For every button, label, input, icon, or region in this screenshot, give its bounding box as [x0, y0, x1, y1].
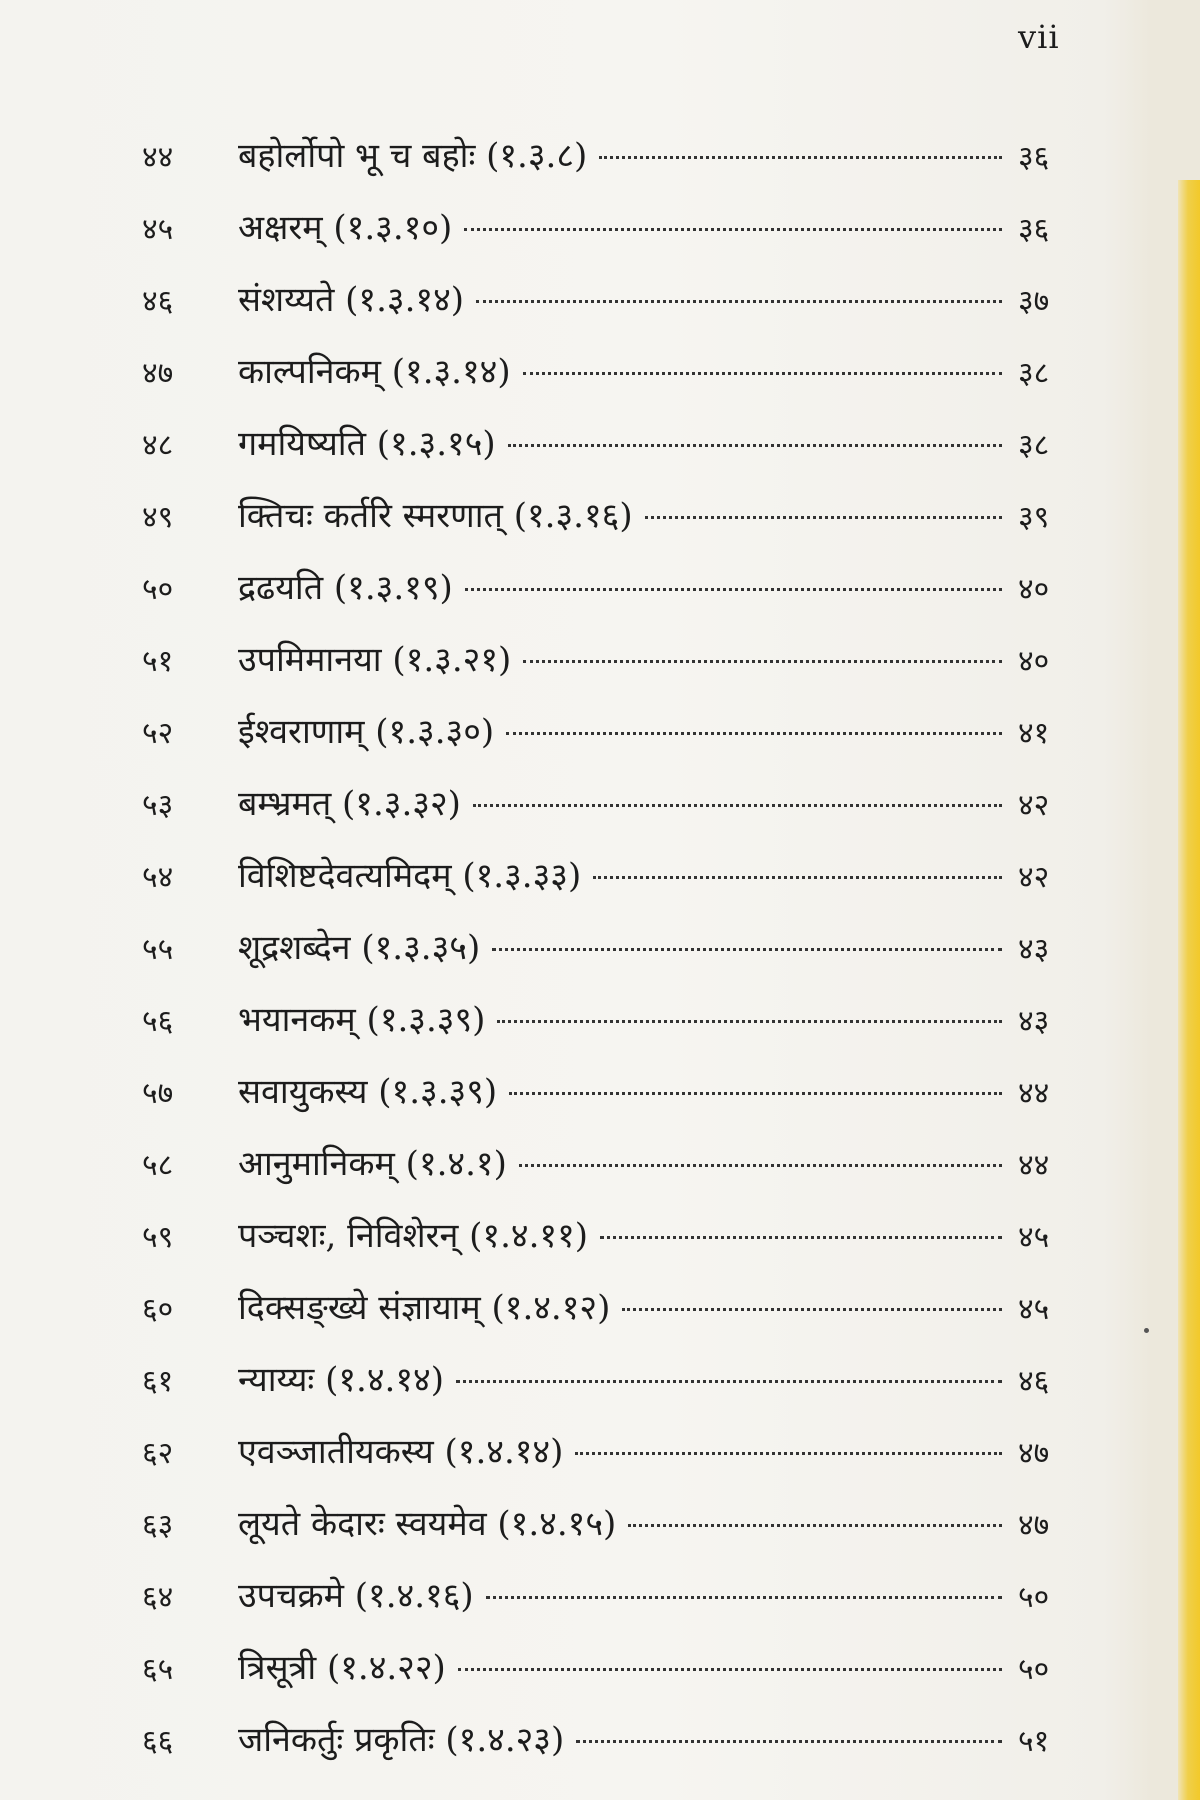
entry-number: ५० [142, 572, 174, 607]
entry-title: एवञ्जातीयकस्य (१.४.१४) [238, 1432, 564, 1472]
entry-number: ५३ [142, 788, 174, 823]
entry-title: विशिष्टदेवत्यमिदम् (१.३.३३) [238, 856, 582, 896]
dot-leader [575, 1452, 1002, 1455]
toc-entry[interactable] [142, 1560, 1082, 1632]
entry-number: ४९ [142, 500, 174, 535]
entry-page-number: ४० [1018, 572, 1050, 607]
dot-leader [519, 1164, 1002, 1167]
entry-number: ६४ [142, 1580, 174, 1615]
dot-leader [600, 1236, 1002, 1239]
entry-page-number: ३९ [1018, 500, 1050, 535]
dot-leader [628, 1524, 1002, 1527]
entry-title: भयानकम् (१.३.३९) [238, 1000, 486, 1040]
toc-entry[interactable] [142, 1632, 1082, 1704]
entry-number: ५५ [142, 932, 174, 967]
dot-leader [456, 1380, 1002, 1383]
toc-entry[interactable] [142, 1056, 1082, 1128]
dot-leader [622, 1308, 1002, 1311]
entry-title: दिक्सङ्ख्ये संज्ञायाम् (१.४.१२) [238, 1288, 611, 1328]
entry-number: ६१ [142, 1364, 174, 1399]
dot-leader [486, 1596, 1002, 1599]
toc-entry[interactable] [142, 840, 1082, 912]
roman-page-number: vii [1018, 18, 1060, 56]
entry-number: ६५ [142, 1652, 174, 1687]
entry-title: सवायुकस्य (१.३.३९) [238, 1072, 498, 1112]
dot-leader [599, 156, 1002, 159]
entry-page-number: ४७ [1018, 1508, 1050, 1543]
entry-title: उपमिमानया (१.३.२१) [238, 640, 512, 680]
entry-title: उपचक्रमे (१.४.१६) [238, 1576, 474, 1616]
toc-entry[interactable] [142, 1704, 1082, 1776]
entry-page-number: ४२ [1018, 860, 1050, 895]
entry-number: ५४ [142, 860, 174, 895]
entry-number: ४७ [142, 356, 174, 391]
entry-number: ५९ [142, 1220, 174, 1255]
entry-page-number: ४७ [1018, 1436, 1050, 1471]
toc-entry[interactable] [142, 1200, 1082, 1272]
entry-title: क्तिचः कर्तरि स्मरणात् (१.३.१६) [238, 496, 633, 536]
entry-page-number: ५० [1018, 1652, 1050, 1687]
entry-number: ५१ [142, 644, 174, 679]
entry-number: ६३ [142, 1508, 174, 1543]
entry-number: ६६ [142, 1724, 174, 1759]
entry-title: लूयते केदारः स्वयमेव (१.४.१५) [238, 1504, 617, 1544]
toc-entry[interactable] [142, 480, 1082, 552]
entry-title: ईश्वराणाम् (१.३.३०) [238, 712, 495, 752]
entry-page-number: ४३ [1018, 932, 1050, 967]
dot-leader [645, 516, 1002, 519]
entry-title: शूद्रशब्देन (१.३.३५) [238, 928, 481, 968]
dot-leader [523, 372, 1002, 375]
entry-page-number: ३६ [1018, 212, 1050, 247]
entry-title: बम्भ्रमत् (१.३.३२) [238, 784, 461, 824]
toc-entry[interactable] [142, 336, 1082, 408]
entry-title: गमयिष्यति (१.३.१५) [238, 424, 496, 464]
toc-entry[interactable] [142, 768, 1082, 840]
dot-leader [506, 732, 1002, 735]
toc-entry[interactable] [142, 1272, 1082, 1344]
entry-page-number: ४५ [1018, 1292, 1050, 1327]
entry-page-number: ३८ [1018, 428, 1050, 463]
entry-number: ४८ [142, 428, 174, 463]
toc-entry[interactable] [142, 120, 1082, 192]
entry-number: ६२ [142, 1436, 174, 1471]
entry-title: न्याय्यः (१.४.१४) [238, 1360, 444, 1400]
dot-leader [523, 660, 1002, 663]
entry-title: काल्पनिकम् (१.३.१४) [238, 352, 511, 392]
dot-leader [508, 444, 1002, 447]
entry-page-number: ४४ [1018, 1148, 1050, 1183]
entry-number: ५२ [142, 716, 174, 751]
dot-leader [465, 588, 1002, 591]
dot-leader [576, 1740, 1002, 1743]
toc-entry[interactable] [142, 1128, 1082, 1200]
entry-title: संशय्यते (१.३.१४) [238, 280, 465, 320]
toc-entry[interactable] [142, 1416, 1082, 1488]
entry-number: ५८ [142, 1148, 174, 1183]
entry-number: ५७ [142, 1076, 174, 1111]
entry-page-number: ३६ [1018, 140, 1050, 175]
dot-leader [458, 1668, 1002, 1671]
entry-number: ४४ [142, 140, 174, 175]
toc-entry[interactable] [142, 696, 1082, 768]
dot-leader [509, 1092, 1002, 1095]
entry-title: द्रढयति (१.३.१९) [238, 568, 453, 608]
entry-page-number: ४२ [1018, 788, 1050, 823]
toc-entry[interactable] [142, 624, 1082, 696]
entry-title: जनिकर्तुः प्रकृतिः (१.४.२३) [238, 1720, 565, 1760]
entry-page-number: ४० [1018, 644, 1050, 679]
entry-page-number: ५० [1018, 1580, 1050, 1615]
dot-leader [492, 948, 1002, 951]
entry-number: ४६ [142, 284, 174, 319]
dot-leader [464, 228, 1002, 231]
entry-title: आनुमानिकम् (१.४.१) [238, 1144, 507, 1184]
table-of-contents [142, 120, 1082, 1776]
stray-mark [1144, 1328, 1149, 1333]
entry-page-number: ३७ [1018, 284, 1050, 319]
entry-page-number: ३८ [1018, 356, 1050, 391]
toc-entry[interactable] [142, 912, 1082, 984]
entry-title: पञ्चशः, निविशेरन् (१.४.११) [238, 1216, 589, 1256]
dot-leader [473, 804, 1002, 807]
entry-page-number: ४१ [1018, 716, 1050, 751]
entry-page-number: ४४ [1018, 1076, 1050, 1111]
toc-entry[interactable] [142, 408, 1082, 480]
entry-number: ४५ [142, 212, 174, 247]
toc-entry[interactable] [142, 552, 1082, 624]
entry-title: त्रिसूत्री (१.४.२२) [238, 1648, 446, 1688]
toc-entry[interactable] [142, 1488, 1082, 1560]
dot-leader [593, 876, 1002, 879]
dot-leader [476, 300, 1002, 303]
entry-page-number: ४५ [1018, 1220, 1050, 1255]
toc-entry[interactable] [142, 1344, 1082, 1416]
toc-entry[interactable] [142, 264, 1082, 336]
toc-entry[interactable] [142, 192, 1082, 264]
entry-page-number: ५१ [1018, 1724, 1050, 1759]
entry-number: ५६ [142, 1004, 174, 1039]
entry-number: ६० [142, 1292, 174, 1327]
entry-title: बहोर्लोपो भू च बहोः (१.३.८) [238, 136, 588, 176]
entry-title: अक्षरम् (१.३.१०) [238, 208, 453, 248]
page-edge-highlight [1178, 180, 1200, 1800]
toc-entry[interactable] [142, 984, 1082, 1056]
entry-page-number: ४३ [1018, 1004, 1050, 1039]
entry-page-number: ४६ [1018, 1364, 1050, 1399]
dot-leader [497, 1020, 1002, 1023]
